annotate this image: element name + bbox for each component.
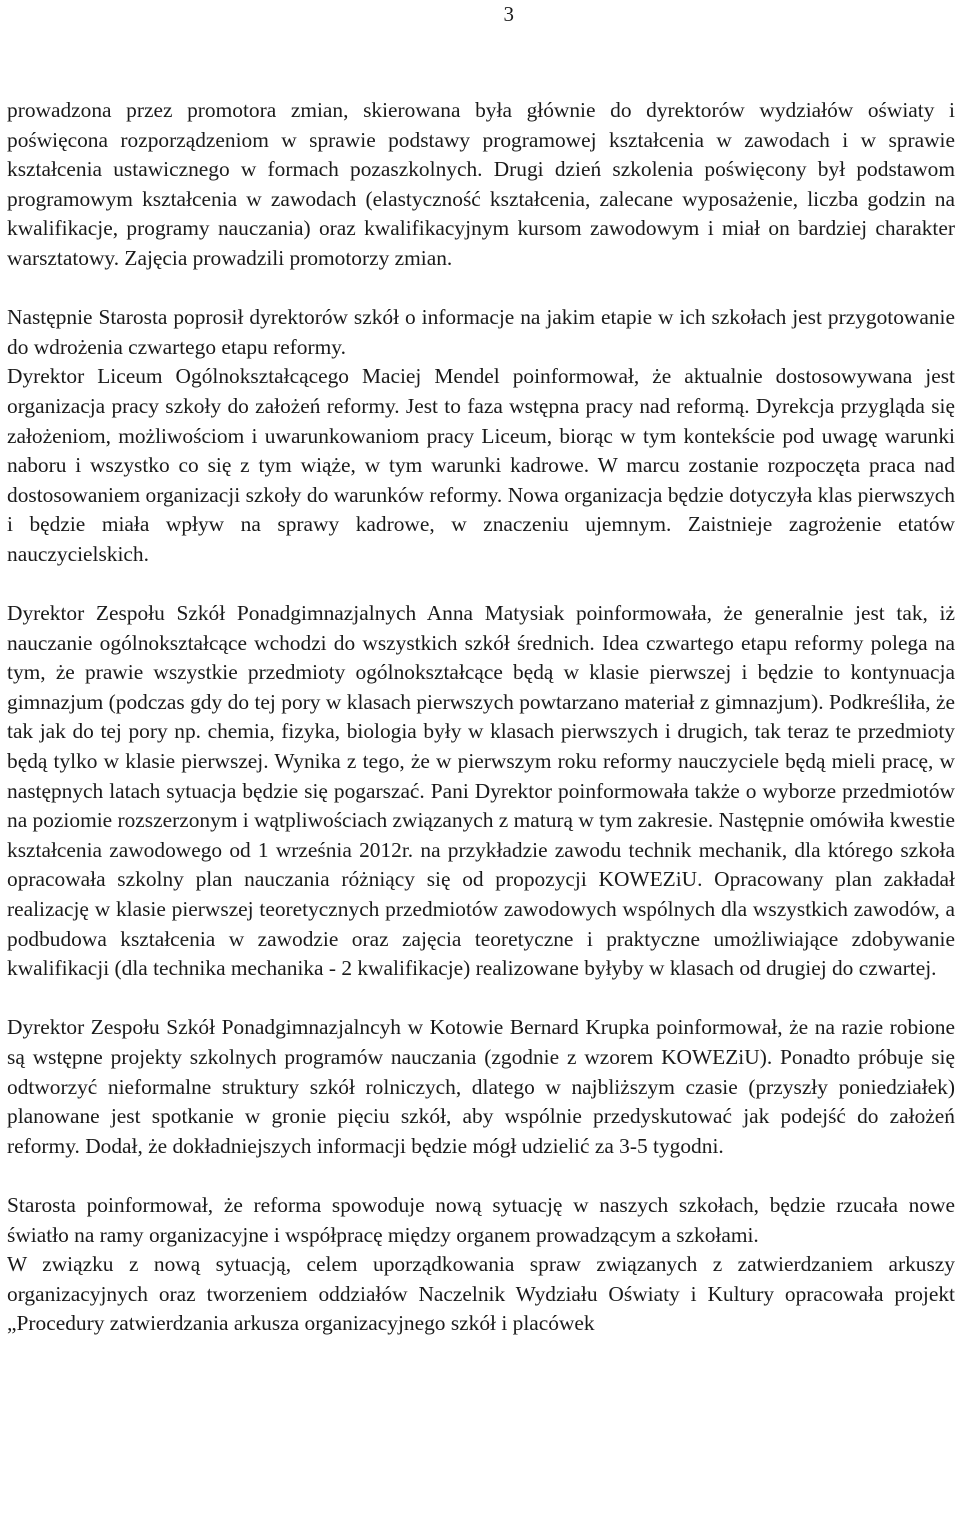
paragraph-starosta-request: Następnie Starosta poprosił dyrektorów szkół o informacje na jakim etapie w ich szkołach jest przygotowanie do wdrożenia czwartego etapu reformy. xyxy=(7,305,955,359)
paragraph-liceum-director: Dyrektor Liceum Ogólnokształcącego Maciej Mendel poinformował, że aktualnie dostosowywana jest organizacja pracy szkoły do założeń reformy. Jest to faza wstępna pracy nad reformą. Dyrekcja przygląda się założeniom, możliwościom i uwarunkowaniom pracy Liceum, biorąc w tym kontekście pod uwagę warunki naboru i wszystko co się z tym wiąże, w tym warunki kadrowe. W marcu zostanie rozpoczęta praca nad dostosowaniem organizacji szkoły do warunków reformy. Nowa organizacja będzie dotyczyła klas pierwszych i będzie miała wpływ na sprawy kadrowe, w znaczeniu ujemnym. Zaistnieje zagrożenie etatów nauczycielskich. xyxy=(7,364,955,566)
paragraph-kotowo-director: Dyrektor Zespołu Szkół Ponadgimnazjalncyh w Kotowie Bernard Krupka poinformował, że na razie robione są wstępne projekty szkolnych programów nauczania (zgodnie z wzorem KOWEZiU). Ponadto próbuje się odtworzyć nieformalne struktury szkół rolniczych, dlatego w najbliższym czasie (przyszły poniedziałek) planowane jest spotkanie w gronie pięciu szkół, aby wspólnie przedyskutować jak podejść do założeń reformy. Dodał, że dokładniejszych informacji będzie mógł udzielić za 3-5 tygodni. xyxy=(7,1015,955,1158)
page-number: 3 xyxy=(503,2,514,26)
paragraph-starosta-summary: Starosta poinformował, że reforma spowoduje nową sytuację w naszych szkołach, będzie rzucała nowe światło na ramy organizacyjne i współpracę między organem prowadzącym a szkołami. xyxy=(7,1192,955,1247)
paragraph-zsp-director: Dyrektor Zespołu Szkół Ponadgimnazjalnych Anna Matysiak poinformowała, że generalnie jest tak, iż nauczanie ogólnokształcące wchodzi do wszystkich szkół średnich. Idea czwartego etapu reformy polega na tym, że prawie wszystkie przedmioty ogólnokształcące będą w klasie pierwszej i będzie to kontynuacja gimnazjum (podczas gdy do tej pory w klasach pierwszych powtarzano materiał z gimnazjum). Podkreśliła, że tak jak do tej pory np. chemia, fizyka, biologia były w klasach pierwszych i drugich, tak teraz te przedmioty będą tylko w klasie pierwszej. Wynika z tego, że w pierwszym roku reformy nauczyciele będą mieli pracę, w następnych latach sytuacja będzie się pogarszać. Pani Dyrektor poinformowała także o wyborze przedmiotów na poziomie rozszerzonym i wątpliwościach związanych z maturą w tym zakresie. Następnie omówiła kwestie kształcenia zawodowego od 1 września 2012r. na przykładzie zawodu technik mechanik, dla którego szkoła opracowała szkolny plan nauczania różniący się od propozycji KOWEZiU. Opracowany plan zakładał realizację w klasie pierwszej teoretycznych przedmiotów zawodowych wspólnych dla wszystkich zawodów, a podbudowa kształcenia w zawodzie oraz zajęcia teoretyczne i praktyczne umożliwiające zdobywanie kwalifikacji (dla technika mechanika - 2 kwalifikacje) realizowane byłyby w klasach od drugiej do czwartej. xyxy=(7,601,955,981)
paragraph-training-summary: prowadzona przez promotora zmian, skierowana była głównie do dyrektorów wydziałów oświaty i poświęcona rozporządzeniom w sprawie podstawy programowej kształcenia w zawodach i w sprawie kształcenia ustawicznego w formach pozaszkolnych. Drugi dzień szkolenia poświęcony był podstawom programowym kształcenia w zawodach (elastyczność kształcenia, zalecane wyposażenie, liczba godzin na kwalifikacje, programy nauczania) oraz kwalifikacyjnym kursom zawodowym i miał on bardziej charakter warsztatowy. Zajęcia prowadzili promotorzy zmian. xyxy=(7,98,955,270)
document-body xyxy=(7,96,955,1339)
paragraph-procedure-project: W związku z nową sytuacją, celem uporządkowania spraw związanych z zatwierdzaniem arkuszy organizacyjnych oraz tworzeniem oddziałów Naczelnik Wydziału Oświaty i Kultury opracowała projekt „Procedury zatwierdzania arkusza organizacyjnego szkół i placówek xyxy=(7,1252,955,1336)
